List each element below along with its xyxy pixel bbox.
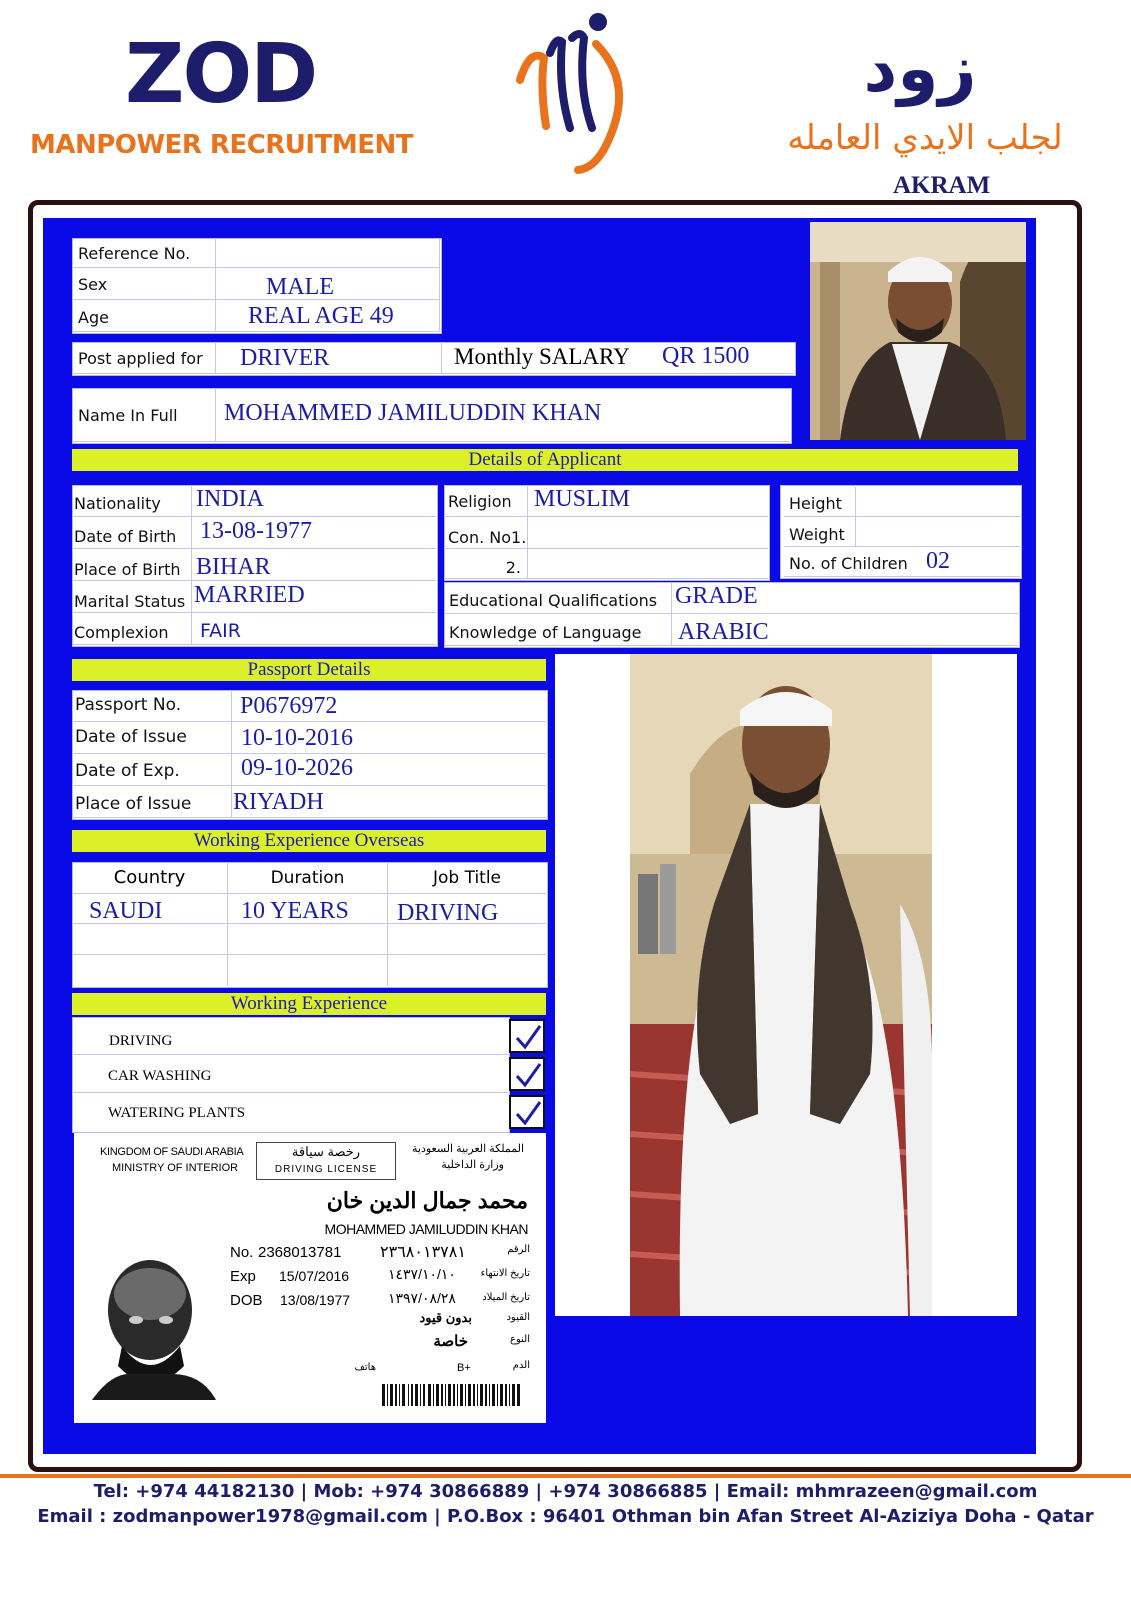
brand-tagline-arabic: لجلب الايدي العامله <box>787 118 1063 158</box>
license-phone-label: هاتف <box>354 1362 376 1373</box>
post-label: Post applied for <box>72 342 216 374</box>
license-photo <box>92 1254 216 1400</box>
license-dob-arabic-label: تاريخ الميلاد <box>482 1292 530 1303</box>
experience-item-driving: DRIVING <box>72 1017 508 1055</box>
education-label: Educational Qualifications <box>444 582 672 614</box>
sex-label: Sex <box>72 268 216 300</box>
overseas-header-duration: Duration <box>228 862 388 894</box>
details-section-bar: Details of Applicant <box>72 449 1018 471</box>
post-value: DRIVER <box>216 342 442 374</box>
checkmark-icon <box>514 1099 542 1127</box>
overseas-empty-cell <box>72 924 228 955</box>
salary-value: QR 1500 <box>652 342 794 374</box>
marital-value: MARRIED <box>192 581 436 613</box>
name-value: MOHAMMED JAMILUDDIN KHAN <box>216 388 790 442</box>
license-restrictions: بدون قيود <box>419 1310 472 1325</box>
overseas-header-job: Job Title <box>388 862 546 894</box>
overseas-empty-cell <box>228 955 388 986</box>
nationality-value: INDIA <box>192 485 436 517</box>
nationality-label: Nationality <box>72 485 192 517</box>
reference-value <box>216 238 440 268</box>
license-restrictions-label: القيود <box>506 1312 530 1323</box>
overseas-section-bar: Working Experience Overseas <box>72 830 546 852</box>
applicant-full-photo <box>630 654 932 1316</box>
watering-plants-checkbox[interactable] <box>509 1095 545 1129</box>
checkmark-icon <box>514 1023 542 1051</box>
passport-no-label: Passport No. <box>72 690 232 722</box>
footer-divider <box>0 1474 1131 1478</box>
overseas-header-country: Country <box>72 862 228 894</box>
license-kingdom-arabic: المملكة العربية السعودية <box>412 1143 524 1155</box>
passport-exp-value: 09-10-2026 <box>232 754 546 786</box>
license-blood-value: B+ <box>457 1362 471 1374</box>
pob-label: Place of Birth <box>72 549 192 581</box>
driving-checkbox[interactable] <box>509 1019 545 1053</box>
passport-exp-label: Date of Exp. <box>72 754 232 786</box>
experience-item-watering-plants: WATERING PLANTS <box>108 1105 246 1121</box>
age-label: Age <box>72 300 216 332</box>
height-value <box>856 487 1020 517</box>
brand-tagline: MANPOWER RECRUITMENT <box>30 130 413 160</box>
license-blood-label: الدم <box>512 1360 530 1371</box>
license-exp-value: 15/07/2016 <box>279 1268 350 1284</box>
salary-label: Monthly SALARY <box>442 342 652 374</box>
religion-value: MUSLIM <box>528 485 768 517</box>
license-name-arabic: محمد جمال الدين خان <box>326 1188 528 1213</box>
passport-issue-value: 10-10-2016 <box>232 722 546 754</box>
language-label: Knowledge of Language <box>444 614 672 646</box>
experience-section-bar: Working Experience <box>72 993 546 1015</box>
license-title: DRIVING LICENSE <box>274 1164 378 1175</box>
license-exp-arabic: ١٤٣٧/١٠/١٠ <box>388 1266 456 1282</box>
license-no-label: No. <box>230 1244 254 1261</box>
license-kingdom: KINGDOM OF SAUDI ARABIA <box>100 1146 244 1158</box>
license-name: MOHAMMED JAMILUDDIN KHAN <box>324 1221 528 1237</box>
license-type: خاصة <box>433 1333 468 1350</box>
applicant-portrait-photo <box>810 222 1026 440</box>
overseas-empty-cell <box>388 955 546 986</box>
height-label: Height <box>784 487 856 517</box>
license-dob-label: DOB <box>230 1292 263 1309</box>
experience-item-car-washing: CAR WASHING <box>72 1055 508 1093</box>
age-value: REAL AGE 49 <box>216 300 440 332</box>
footer-address-line: Email : zodmanpower1978@gmail.com | P.O.Box : 96401 Othman bin Afan Street Al-Aziziya Doha - Qatar <box>37 1506 1094 1527</box>
passport-section-bar: Passport Details <box>72 659 546 681</box>
license-exp-label: Exp <box>230 1268 256 1285</box>
overseas-empty-cell <box>228 924 388 955</box>
license-no-arabic: ٢٣٦٨٠١٣٧٨١ <box>380 1244 466 1261</box>
brand-logo-text: ZOD <box>125 27 317 122</box>
complexion-label: Complexion <box>72 613 192 645</box>
language-value: ARABIC <box>672 614 1018 646</box>
overseas-row-job: DRIVING <box>388 894 546 924</box>
pob-value: BIHAR <box>192 549 436 581</box>
passport-place-value: RIYADH <box>232 786 546 818</box>
overseas-empty-cell <box>72 955 228 986</box>
overseas-empty-cell <box>388 924 546 955</box>
dob-value: 13-08-1977 <box>192 517 436 549</box>
license-exp-arabic-label: تاريخ الانتهاء <box>480 1268 530 1279</box>
license-ministry-arabic: وزارة الداخلية <box>441 1159 504 1171</box>
children-value: 02 <box>922 547 1020 577</box>
license-ministry: MINISTRY OF INTERIOR <box>112 1162 239 1174</box>
passport-issue-label: Date of Issue <box>72 722 232 754</box>
footer-contact-line: Tel: +974 44182130 | Mob: +974 30866889 | +974 30866885 | Email: mhmrazeen@gmail.com <box>93 1481 1038 1502</box>
license-no-arabic-label: الرقم <box>507 1244 530 1255</box>
complexion-value: FAIR <box>192 613 436 645</box>
con1-label: Con. No1. <box>444 517 528 549</box>
con2-value <box>528 549 768 579</box>
overseas-row-country: SAUDI <box>72 894 228 924</box>
name-label: Name In Full <box>72 388 216 442</box>
passport-no-value: P0676972 <box>232 690 546 722</box>
company-logo-icon <box>500 8 640 178</box>
brand-logo-arabic: زود <box>863 30 977 107</box>
license-type-label: النوع <box>510 1334 530 1345</box>
checkmark-icon <box>514 1061 542 1089</box>
reference-label: Reference No. <box>72 238 216 268</box>
weight-value <box>856 517 1020 547</box>
license-title-arabic: رخصة سياقة <box>291 1144 361 1159</box>
sex-value: MALE <box>216 268 440 300</box>
car-washing-checkbox[interactable] <box>509 1057 545 1091</box>
education-value: GRADE <box>672 582 1018 614</box>
passport-place-label: Place of Issue <box>72 786 232 818</box>
con1-value <box>528 517 768 549</box>
dob-label: Date of Birth <box>72 517 192 549</box>
license-barcode-icon <box>382 1384 520 1406</box>
license-dob-value: 13/08/1977 <box>280 1292 351 1308</box>
license-dob-arabic: ١٣٩٧/٠٨/٢٨ <box>388 1290 456 1306</box>
con2-label: 2. <box>444 549 528 579</box>
overseas-row-duration: 10 YEARS <box>228 894 388 924</box>
license-no-value: 2368013781 <box>258 1244 342 1261</box>
weight-label: Weight <box>784 517 856 547</box>
children-label: No. of Children <box>784 547 922 577</box>
agent-name: AKRAM <box>893 172 991 199</box>
religion-label: Religion <box>444 485 528 517</box>
marital-label: Marital Status <box>72 581 192 613</box>
